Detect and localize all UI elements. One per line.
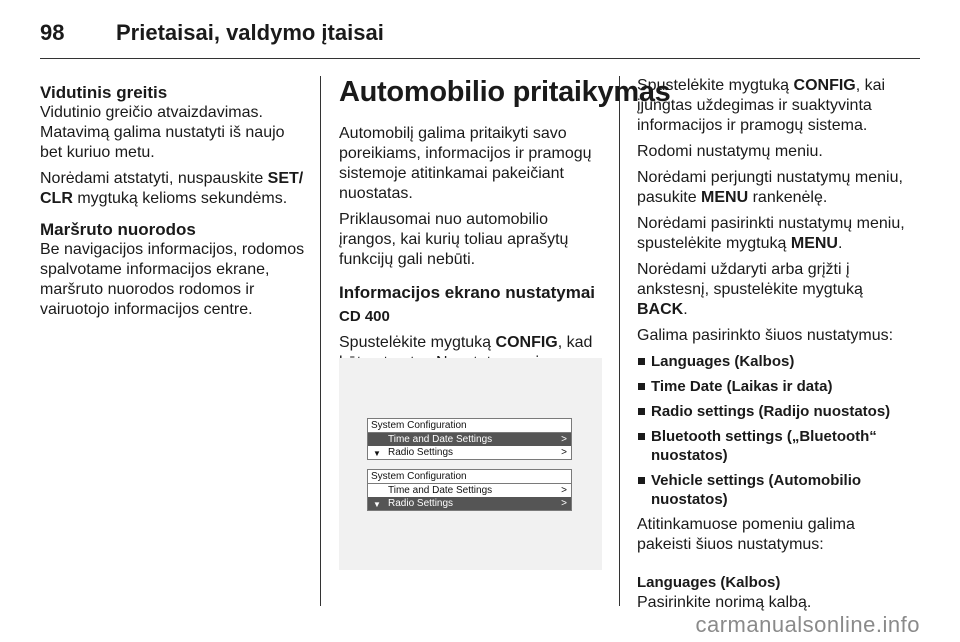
paragraph: Pasirinkite norimą kalbą. bbox=[637, 594, 812, 611]
heading-average-speed: Vidutinis greitis bbox=[40, 83, 168, 102]
paragraph: Vidutinio greičio atvaizdavimas. Matavimą galima nustatyti iš naujo bet kuriuo metu. bbox=[40, 104, 285, 161]
button-name-config: CONFIG bbox=[495, 334, 558, 351]
menu-row-time-date bbox=[368, 433, 571, 446]
list-item: Languages (Kalbos) bbox=[637, 352, 912, 371]
text: Spustelėkite mygtuką bbox=[339, 334, 496, 351]
text: . bbox=[837, 235, 843, 252]
menu-row-label: Time and Date Settings bbox=[388, 485, 493, 496]
text: . bbox=[683, 301, 688, 318]
list-item: Time Date (Laikas ir data) bbox=[637, 377, 912, 396]
chevron-right-icon: > bbox=[561, 498, 567, 509]
button-name-setclr: SET/ CLR bbox=[40, 170, 304, 207]
chevron-right-icon: > bbox=[561, 447, 567, 458]
display-photo bbox=[339, 358, 602, 570]
menu-row-label: Radio Settings bbox=[388, 498, 454, 509]
chevron-right-icon: > bbox=[561, 485, 567, 496]
text: rankenėlę. bbox=[748, 189, 828, 206]
watermark: carmanualsonline.info bbox=[695, 612, 920, 637]
heading-display-settings: Informacijos ekrano nustatymai bbox=[339, 283, 596, 302]
heading-languages: Languages (Kalbos) bbox=[637, 574, 781, 591]
column-left bbox=[40, 76, 306, 326]
knob-name-menu: MENU bbox=[701, 189, 749, 206]
column-divider bbox=[619, 76, 620, 606]
heading-route-guidance: Maršruto nuorodos bbox=[40, 220, 196, 239]
text: Norėdami atstatyti, nuspauskite bbox=[40, 170, 268, 187]
chevron-right-icon: > bbox=[561, 434, 567, 445]
menu-row-label: Radio Settings bbox=[388, 447, 454, 458]
header-divider bbox=[40, 58, 920, 59]
screen-menu-2 bbox=[367, 469, 572, 511]
paragraph bbox=[637, 260, 912, 320]
paragraph: Galima pasirinkto šiuos nustatymus: bbox=[637, 327, 894, 344]
column-right bbox=[637, 76, 912, 619]
text: Norėdami perjungti nustatymų meniu, pasukite bbox=[637, 169, 903, 206]
text: Norėdami pasirinkti nustatymų meniu, spustelėkite mygtuką bbox=[637, 215, 905, 252]
subheading-cd400: CD 400 bbox=[339, 308, 390, 325]
column-divider bbox=[320, 76, 321, 606]
menu-row-radio bbox=[368, 497, 571, 510]
button-name-config: CONFIG bbox=[793, 77, 856, 94]
list-item: Radio settings (Radijo nuostatos) bbox=[637, 402, 912, 421]
paragraph: Automobilį galima pritaikyti savo poreikiams, informacijos ir pramogų sistemoje atitinkamai pakeičiant nuostatas. bbox=[339, 125, 592, 202]
page-title: Prietaisai, valdymo įtaisai bbox=[116, 20, 384, 45]
paragraph: Atitinkamuose pomeniu galima pakeisti šiuos nustatymus: bbox=[637, 516, 855, 553]
section-title: Automobilio pritaikymas bbox=[339, 76, 671, 108]
menu-row-radio bbox=[368, 446, 571, 459]
text: , kai įjungtas uždegimas ir suaktyvinta informacijos ir pramogų sistema. bbox=[637, 77, 886, 134]
menu-row-label: Time and Date Settings bbox=[388, 434, 493, 445]
text: Norėdami uždaryti arba grįžti į ankstesnį, spustelėkite mygtuką bbox=[637, 261, 863, 298]
triangle-down-icon: ▼ bbox=[373, 449, 381, 458]
text: mygtuką kelioms sekundėms. bbox=[72, 190, 288, 207]
paragraph bbox=[40, 169, 306, 209]
page-number: 98 bbox=[40, 20, 65, 45]
button-name-menu: MENU bbox=[790, 235, 838, 252]
text: , kad bbox=[557, 334, 593, 351]
paragraph bbox=[637, 168, 912, 208]
list-item: Bluetooth settings („Bluetooth“ nuostatos) bbox=[637, 427, 912, 465]
paragraph bbox=[637, 214, 912, 254]
button-name-back: BACK bbox=[637, 301, 684, 318]
paragraph bbox=[637, 76, 912, 136]
text: Spustelėkite mygtuką bbox=[637, 77, 794, 94]
menu-row-time-date bbox=[368, 484, 571, 497]
triangle-down-icon: ▼ bbox=[373, 500, 381, 509]
settings-list bbox=[637, 352, 912, 509]
list-item: Vehicle settings (Automobilio nuostatos) bbox=[637, 471, 912, 509]
screen-title: System Configuration bbox=[368, 419, 571, 433]
paragraph: Be navigacijos informacijos, rodomos spalvotame informacijos ekrane, maršruto nuorodos rodomos ir vairuotojo informacijos centre. bbox=[40, 241, 305, 318]
paragraph: Priklausomai nuo automobilio įrangos, kai kurių toliau aprašytų funkcijų gali nebūti. bbox=[339, 211, 569, 268]
paragraph: Rodomi nustatymų meniu. bbox=[637, 143, 823, 160]
screen-title: System Configuration bbox=[368, 470, 571, 484]
screen-menu-1 bbox=[367, 418, 572, 460]
